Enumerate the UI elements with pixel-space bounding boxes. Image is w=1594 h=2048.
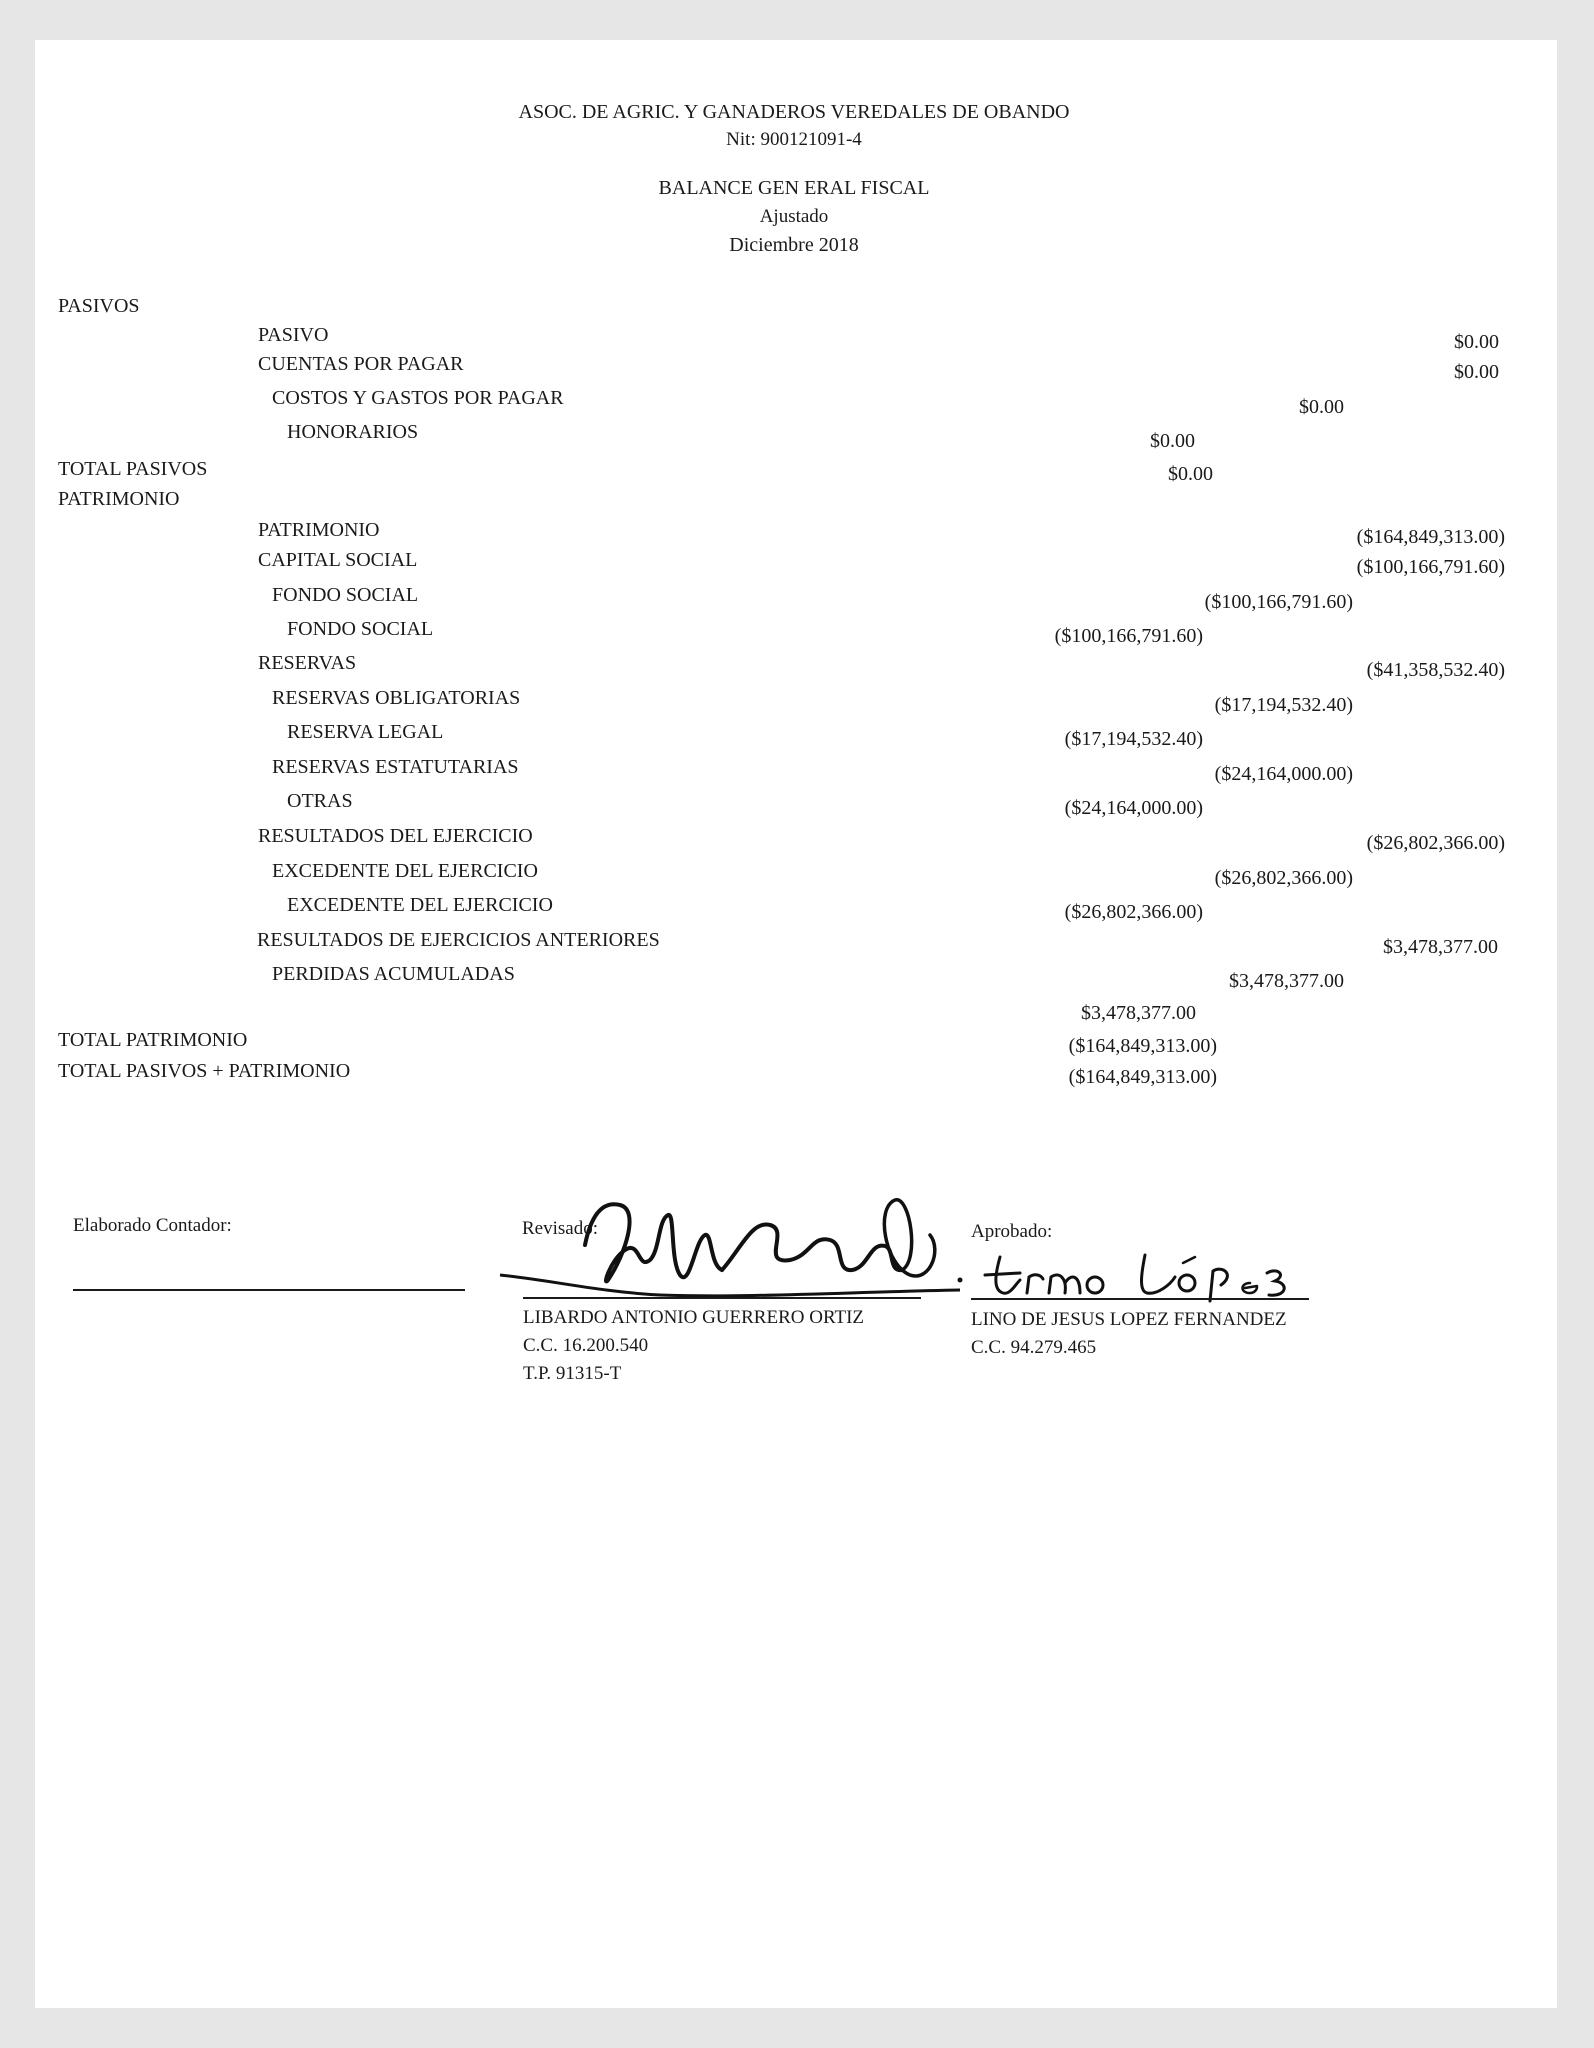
account-label-reservas-estatutarias: RESERVAS ESTATUTARIAS [272,756,519,778]
account-value-costos-gastos: $0.00 [1299,396,1344,418]
account-value-pasivo: $0.00 [1454,331,1499,353]
account-label-reservas: RESERVAS [258,652,357,674]
section-total-pasivos: TOTAL PASIVOS [58,458,208,480]
aprobado-label: Aprobado: [971,1221,1053,1242]
account-label-otras: OTRAS [287,790,353,812]
total-patrimonio-value: ($164,849,313.00) [1068,1035,1217,1057]
account-value-reservas-estatutarias: ($24,164,000.00) [1214,763,1353,785]
account-value-reservas: ($41,358,532.40) [1366,659,1505,681]
total-pasivos-patrimonio-value: ($164,849,313.00) [1068,1066,1217,1088]
document-page [35,40,1557,2008]
account-value-resultados-ejercicio: ($26,802,366.00) [1366,832,1505,854]
account-label-patrimonio: PATRIMONIO [258,519,380,541]
aprobado-signature-line [971,1298,1309,1300]
account-value-cuentas-por-pagar: $0.00 [1454,361,1499,383]
account-label-pasivo: PASIVO [258,324,329,346]
account-label-fondo-social-detail: FONDO SOCIAL [287,618,434,640]
account-label-reserva-legal: RESERVA LEGAL [287,721,444,743]
revisado-name: LIBARDO ANTONIO GUERRERO ORTIZ [523,1307,865,1328]
account-label-fondo-social: FONDO SOCIAL [272,584,419,606]
account-label-resultados-ejercicio: RESULTADOS DEL EJERCICIO [258,825,533,847]
account-label-excedente-ejercicio-detail: EXCEDENTE DEL EJERCICIO [287,894,553,916]
account-label-honorarios: HONORARIOS [287,421,419,443]
aprobado-handwritten-signature [965,1245,1325,1305]
period: Diciembre 2018 [729,234,859,256]
account-value-capital-social: ($100,166,791.60) [1356,556,1505,578]
revisado-signature-scribble [490,1180,990,1300]
account-value-reservas-obligatorias: ($17,194,532.40) [1214,694,1353,716]
account-value-reserva-legal: ($17,194,532.40) [1064,728,1203,750]
nit: Nit: 900121091-4 [726,129,862,150]
account-label-reservas-obligatorias: RESERVAS OBLIGATORIAS [272,687,521,709]
aprobado-name: LINO DE JESUS LOPEZ FERNANDEZ [971,1309,1287,1330]
account-label-costos-gastos: COSTOS Y GASTOS POR PAGAR [272,387,564,409]
account-label-resultados-anteriores: RESULTADOS DE EJERCICIOS ANTERIORES [257,929,660,951]
report-subtitle: Ajustado [759,206,829,227]
revisado-tp: T.P. 91315-T [523,1363,622,1384]
account-value-honorarios: $0.00 [1150,430,1195,452]
account-label-excedente-ejercicio: EXCEDENTE DEL EJERCICIO [272,860,538,882]
account-value-fondo-social: ($100,166,791.60) [1204,591,1353,613]
account-value-patrimonio: ($164,849,313.00) [1356,526,1505,548]
account-value-otras: ($24,164,000.00) [1064,797,1203,819]
section-patrimonio: PATRIMONIO [58,488,180,510]
aprobado-cc: C.C. 94.279.465 [971,1337,1097,1358]
section-pasivos: PASIVOS [58,295,140,317]
account-value-excedente-ejercicio: ($26,802,366.00) [1214,867,1353,889]
account-value-resultados-anteriores: $3,478,377.00 [1383,936,1498,958]
subtotal-value: $3,478,377.00 [1081,1002,1196,1024]
total-pasivos-value: $0.00 [1168,463,1213,485]
account-value-perdidas-acumuladas: $3,478,377.00 [1229,970,1344,992]
revisado-signature-line [523,1297,921,1299]
elaborado-label: Elaborado Contador: [73,1215,232,1236]
org-name: ASOC. DE AGRIC. Y GANADEROS VEREDALES DE OBANDO [518,101,1070,123]
revisado-label: Revisado: [522,1218,598,1239]
account-label-perdidas-acumuladas: PERDIDAS ACUMULADAS [272,963,515,985]
account-label-cuentas-por-pagar: CUENTAS POR PAGAR [258,353,464,375]
account-value-excedente-ejercicio-detail: ($26,802,366.00) [1064,901,1203,923]
report-title: BALANCE GEN ERAL FISCAL [658,177,930,199]
account-value-fondo-social-detail: ($100,166,791.60) [1054,625,1203,647]
section-total-pasivos-patrimonio: TOTAL PASIVOS + PATRIMONIO [58,1060,351,1082]
section-total-patrimonio: TOTAL PATRIMONIO [58,1029,248,1051]
elaborado-signature-line [73,1289,465,1291]
account-label-capital-social: CAPITAL SOCIAL [258,549,418,571]
revisado-cc: C.C. 16.200.540 [523,1335,649,1356]
